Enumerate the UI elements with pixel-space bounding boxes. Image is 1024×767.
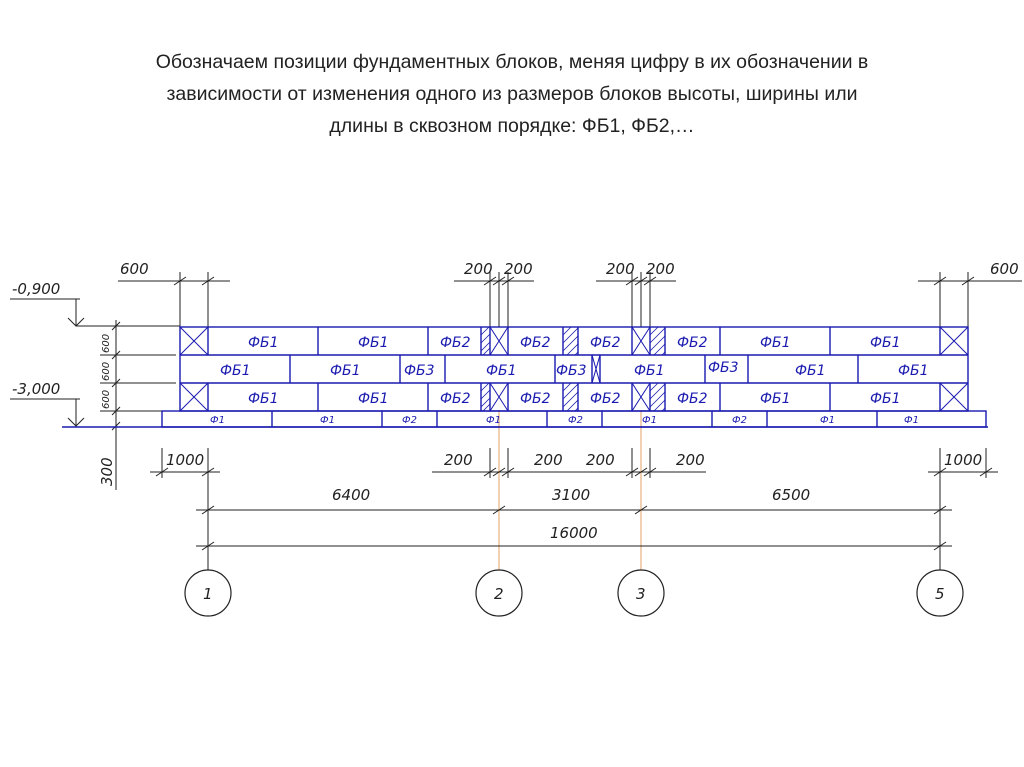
block-label: ФБ1: [358, 335, 389, 351]
pad-label: Ф1: [210, 415, 225, 426]
block-label: ФБ1: [634, 363, 665, 379]
dim-top-left: 600: [120, 260, 149, 278]
dim-span-1-2: 6400: [332, 486, 371, 504]
pad-label: Ф1: [320, 415, 335, 426]
block-label: ФБ1: [358, 391, 389, 407]
block-label: ФБ2: [440, 335, 471, 351]
dim-bottom-ax2-b: 200: [534, 451, 563, 469]
block-label: ФБ2: [440, 391, 471, 407]
dim-top-ax2-b: 200: [504, 260, 533, 278]
block-label: ФБ1: [248, 391, 279, 407]
axis-markers: [185, 570, 963, 616]
title-line-1: Обозначаем позиции фундаментных блоков, меняя цифру в их обозначении в: [155, 51, 869, 73]
title-line-3: длины в сквозном порядке: ФБ1, ФБ2,…: [329, 115, 695, 137]
block-label: ФБ1: [248, 335, 279, 351]
block-label: ФБ2: [677, 335, 708, 351]
dim-bottom-right: 1000: [944, 451, 983, 469]
pad-label: Ф1: [486, 415, 501, 426]
height-row-bot: 600: [101, 389, 112, 409]
pad-label: Ф2: [732, 415, 747, 426]
block-label: ФБ1: [898, 363, 929, 379]
dim-top-ax3-a: 200: [606, 260, 635, 278]
block-label: ФБ3: [556, 363, 587, 379]
dim-top-ax2-a: 200: [464, 260, 493, 278]
block-label: ФБ2: [590, 391, 621, 407]
block-label: ФБ2: [590, 335, 621, 351]
elevation-bottom: -3,000: [12, 380, 61, 398]
pad-label: Ф1: [904, 415, 919, 426]
dim-bottom-ax3-b: 200: [676, 451, 705, 469]
block-label: ФБ1: [870, 391, 901, 407]
height-pad: 300: [98, 457, 116, 486]
block-label: ФБ3: [708, 360, 739, 376]
dim-bottom-ax3-a: 200: [586, 451, 615, 469]
block-label: ФБ1: [760, 335, 791, 351]
axis-label-2: 2: [494, 585, 504, 603]
height-row-mid: 600: [101, 361, 112, 381]
dim-total: 16000: [550, 524, 598, 542]
block-label: ФБ1: [795, 363, 826, 379]
block-label: ФБ1: [486, 363, 517, 379]
dim-top-ax3-b: 200: [646, 260, 675, 278]
axis-label-3: 3: [636, 585, 646, 603]
dim-bottom-ax2-a: 200: [444, 451, 473, 469]
block-label: ФБ2: [520, 335, 551, 351]
elevation-marks: [10, 299, 180, 426]
pad-label: Ф1: [642, 415, 657, 426]
dim-span-2-3: 3100: [552, 486, 591, 504]
title-line-2: зависимости от изменения одного из размеров блоков высоты, ширины или: [166, 83, 858, 105]
dim-bottom-left: 1000: [166, 451, 205, 469]
block-label: ФБ3: [404, 363, 435, 379]
block-label: ФБ1: [870, 335, 901, 351]
axis-label-1: 1: [203, 585, 213, 603]
pad-label: Ф1: [820, 415, 835, 426]
block-label: ФБ1: [760, 391, 791, 407]
block-label: ФБ1: [330, 363, 361, 379]
span-dimension-line: [196, 506, 952, 514]
top-dimension-lines: [118, 277, 1022, 285]
block-label: ФБ2: [677, 391, 708, 407]
block-label: ФБ2: [520, 391, 551, 407]
pad-label: Ф2: [568, 415, 583, 426]
dim-span-3-5: 6500: [772, 486, 811, 504]
axis-label-5: 5: [935, 585, 945, 603]
block-label: ФБ1: [220, 363, 251, 379]
height-row-top: 600: [101, 333, 112, 353]
dim-top-right: 600: [990, 260, 1019, 278]
total-dimension-line: [196, 542, 952, 550]
bottom-dimension-lines: [150, 468, 998, 476]
pad-label: Ф2: [402, 415, 417, 426]
elevation-top: -0,900: [12, 280, 61, 298]
